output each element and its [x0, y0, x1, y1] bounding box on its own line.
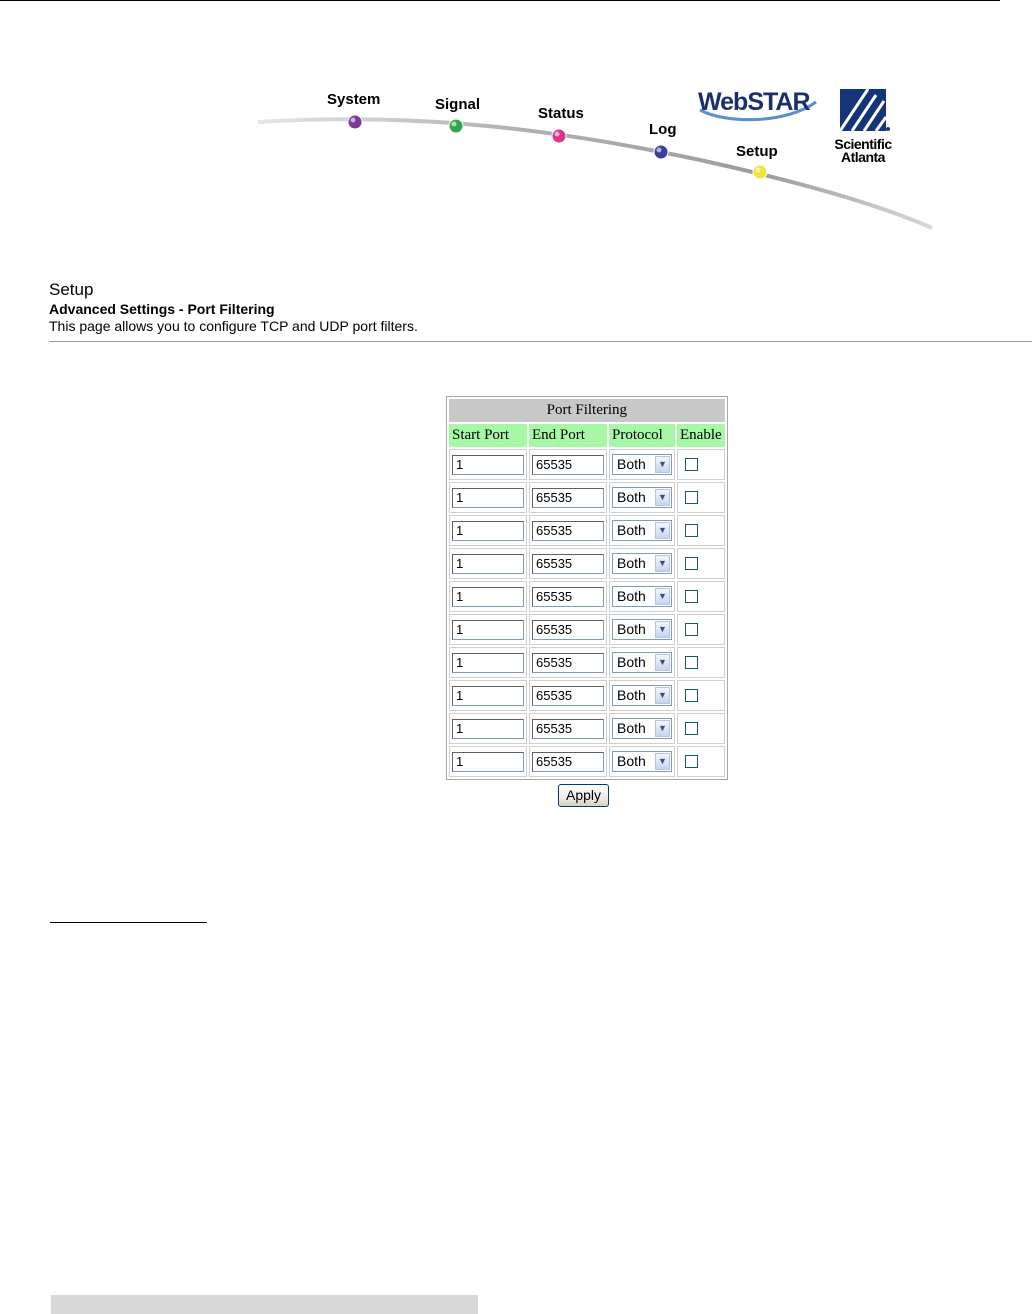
- col-end-port: End Port: [529, 424, 607, 447]
- nav-dot-highlight: [351, 118, 356, 123]
- chevron-down-icon[interactable]: ▼: [655, 588, 670, 605]
- end-port-input[interactable]: 65535: [532, 455, 604, 475]
- protocol-cell: [609, 680, 675, 711]
- chevron-down-icon[interactable]: ▼: [655, 555, 670, 572]
- protocol-cell: [609, 449, 675, 480]
- end-port-cell: [529, 746, 607, 777]
- nav-dot-status[interactable]: [552, 129, 566, 143]
- chevron-down-icon[interactable]: ▼: [655, 720, 670, 737]
- start-port-input[interactable]: 1: [452, 554, 524, 574]
- chevron-down-icon[interactable]: ▼: [655, 522, 670, 539]
- protocol-select[interactable]: [612, 520, 672, 541]
- enable-cell: [677, 449, 725, 480]
- col-protocol: Protocol: [609, 424, 675, 447]
- section-divider: [49, 341, 1032, 342]
- scientific-atlanta-logo: [828, 138, 898, 164]
- col-start-port: Start Port: [449, 424, 527, 447]
- protocol-select[interactable]: [612, 487, 672, 508]
- enable-cell: [677, 482, 725, 513]
- end-port-input[interactable]: 65535: [532, 488, 604, 508]
- protocol-cell: [609, 713, 675, 744]
- enable-cell: [677, 746, 725, 777]
- end-port-cell: [529, 548, 607, 579]
- end-port-cell: [529, 482, 607, 513]
- apply-button[interactable]: Apply: [558, 784, 609, 807]
- start-port-cell: [449, 647, 527, 678]
- table-row: [449, 449, 725, 480]
- chevron-down-icon[interactable]: ▼: [655, 621, 670, 638]
- protocol-cell: [609, 482, 675, 513]
- enable-cell: [677, 581, 725, 612]
- nav-dot-system[interactable]: [348, 115, 362, 129]
- protocol-select[interactable]: [612, 685, 672, 706]
- table-row: [449, 581, 725, 612]
- enable-checkbox[interactable]: [685, 623, 698, 636]
- protocol-cell: [609, 581, 675, 612]
- chevron-down-icon[interactable]: ▼: [655, 456, 670, 473]
- table-row: [449, 680, 725, 711]
- nav-signal[interactable]: Signal: [435, 96, 481, 113]
- nav-dot-setup[interactable]: [753, 165, 767, 179]
- enable-checkbox[interactable]: [685, 491, 698, 504]
- start-port-cell: [449, 581, 527, 612]
- protocol-value: Both: [617, 687, 646, 703]
- end-port-cell: [529, 581, 607, 612]
- page-description: This page allows you to configure TCP and UDP port filters.: [49, 318, 418, 334]
- start-port-input[interactable]: 1: [452, 719, 524, 739]
- start-port-cell: [449, 713, 527, 744]
- table-row: [449, 515, 725, 546]
- start-port-input[interactable]: 1: [452, 455, 524, 475]
- protocol-select[interactable]: [612, 553, 672, 574]
- nav-log[interactable]: Log: [649, 121, 677, 138]
- end-port-input[interactable]: 65535: [532, 521, 604, 541]
- nav-dot-signal[interactable]: [449, 119, 463, 133]
- protocol-select[interactable]: [612, 751, 672, 772]
- end-port-cell: [529, 515, 607, 546]
- protocol-select[interactable]: [612, 619, 672, 640]
- vendor-line-2: Atlanta: [841, 149, 885, 165]
- table-row: [449, 713, 725, 744]
- start-port-cell: [449, 548, 527, 579]
- start-port-input[interactable]: 1: [452, 686, 524, 706]
- nav-dot-highlight: [657, 148, 662, 153]
- protocol-select[interactable]: [612, 652, 672, 673]
- start-port-input[interactable]: 1: [452, 620, 524, 640]
- enable-checkbox[interactable]: [685, 557, 698, 570]
- page-subtitle: Advanced Settings - Port Filtering: [49, 301, 275, 317]
- enable-cell: [677, 713, 725, 744]
- webstar-logo: WebSTAR: [698, 88, 810, 116]
- protocol-value: Both: [617, 489, 646, 505]
- enable-checkbox[interactable]: [685, 755, 698, 768]
- enable-checkbox[interactable]: [685, 524, 698, 537]
- protocol-value: Both: [617, 522, 646, 538]
- start-port-input[interactable]: 1: [452, 752, 524, 772]
- protocol-cell: [609, 548, 675, 579]
- end-port-input[interactable]: 65535: [532, 653, 604, 673]
- page-title: Setup: [49, 280, 94, 299]
- nav-dot-highlight: [452, 122, 457, 127]
- end-port-input[interactable]: 65535: [532, 620, 604, 640]
- scientific-atlanta-logo-icon: [838, 87, 890, 133]
- start-port-cell: [449, 746, 527, 777]
- table-row: [449, 746, 725, 777]
- footer-grey-bar: [51, 1295, 478, 1314]
- nav-dot-highlight: [756, 168, 761, 173]
- chevron-down-icon[interactable]: ▼: [655, 753, 670, 770]
- enable-cell: [677, 548, 725, 579]
- nav-setup[interactable]: Setup: [736, 143, 778, 160]
- end-port-input[interactable]: 65535: [532, 587, 604, 607]
- protocol-select[interactable]: [612, 718, 672, 739]
- underline-rule: [50, 922, 207, 923]
- end-port-input[interactable]: 65535: [532, 719, 604, 739]
- table-row: [449, 548, 725, 579]
- end-port-cell: [529, 680, 607, 711]
- protocol-value: Both: [617, 456, 646, 472]
- table-row: [449, 482, 725, 513]
- port-filtering-table: [446, 396, 728, 780]
- enable-checkbox[interactable]: [685, 458, 698, 471]
- nav-status[interactable]: Status: [538, 105, 584, 122]
- end-port-cell: [529, 614, 607, 645]
- end-port-cell: [529, 449, 607, 480]
- end-port-input[interactable]: 65535: [532, 554, 604, 574]
- start-port-input[interactable]: 1: [452, 488, 524, 508]
- nav-system[interactable]: System: [327, 91, 381, 108]
- start-port-cell: [449, 515, 527, 546]
- vendor-line-1: Scientific: [834, 136, 892, 152]
- start-port-input[interactable]: 1: [452, 521, 524, 541]
- protocol-value: Both: [617, 555, 646, 571]
- end-port-input[interactable]: 65535: [532, 686, 604, 706]
- protocol-select[interactable]: [612, 586, 672, 607]
- table-row: [449, 647, 725, 678]
- protocol-value: Both: [617, 753, 646, 769]
- enable-cell: [677, 614, 725, 645]
- chevron-down-icon[interactable]: ▼: [655, 687, 670, 704]
- protocol-value: Both: [617, 720, 646, 736]
- table-caption: Port Filtering: [449, 399, 725, 422]
- col-enable: Enable: [677, 424, 725, 447]
- start-port-cell: [449, 614, 527, 645]
- table-row: [449, 614, 725, 645]
- end-port-input[interactable]: 65535: [532, 752, 604, 772]
- enable-checkbox[interactable]: [685, 656, 698, 669]
- nav-dot-log[interactable]: [654, 145, 668, 159]
- protocol-value: Both: [617, 621, 646, 637]
- nav-dot-highlight: [555, 132, 560, 137]
- protocol-value: Both: [617, 654, 646, 670]
- end-port-cell: [529, 713, 607, 744]
- chevron-down-icon[interactable]: ▼: [655, 654, 670, 671]
- enable-checkbox[interactable]: [685, 722, 698, 735]
- enable-cell: [677, 515, 725, 546]
- enable-cell: [677, 647, 725, 678]
- start-port-input[interactable]: 1: [452, 587, 524, 607]
- enable-checkbox[interactable]: [685, 689, 698, 702]
- start-port-cell: [449, 449, 527, 480]
- protocol-cell: [609, 746, 675, 777]
- start-port-cell: [449, 482, 527, 513]
- enable-checkbox[interactable]: [685, 590, 698, 603]
- end-port-cell: [529, 647, 607, 678]
- protocol-select[interactable]: [612, 454, 672, 475]
- protocol-value: Both: [617, 588, 646, 604]
- chevron-down-icon[interactable]: ▼: [655, 489, 670, 506]
- protocol-cell: [609, 647, 675, 678]
- start-port-input[interactable]: 1: [452, 653, 524, 673]
- protocol-cell: [609, 614, 675, 645]
- enable-cell: [677, 680, 725, 711]
- protocol-cell: [609, 515, 675, 546]
- start-port-cell: [449, 680, 527, 711]
